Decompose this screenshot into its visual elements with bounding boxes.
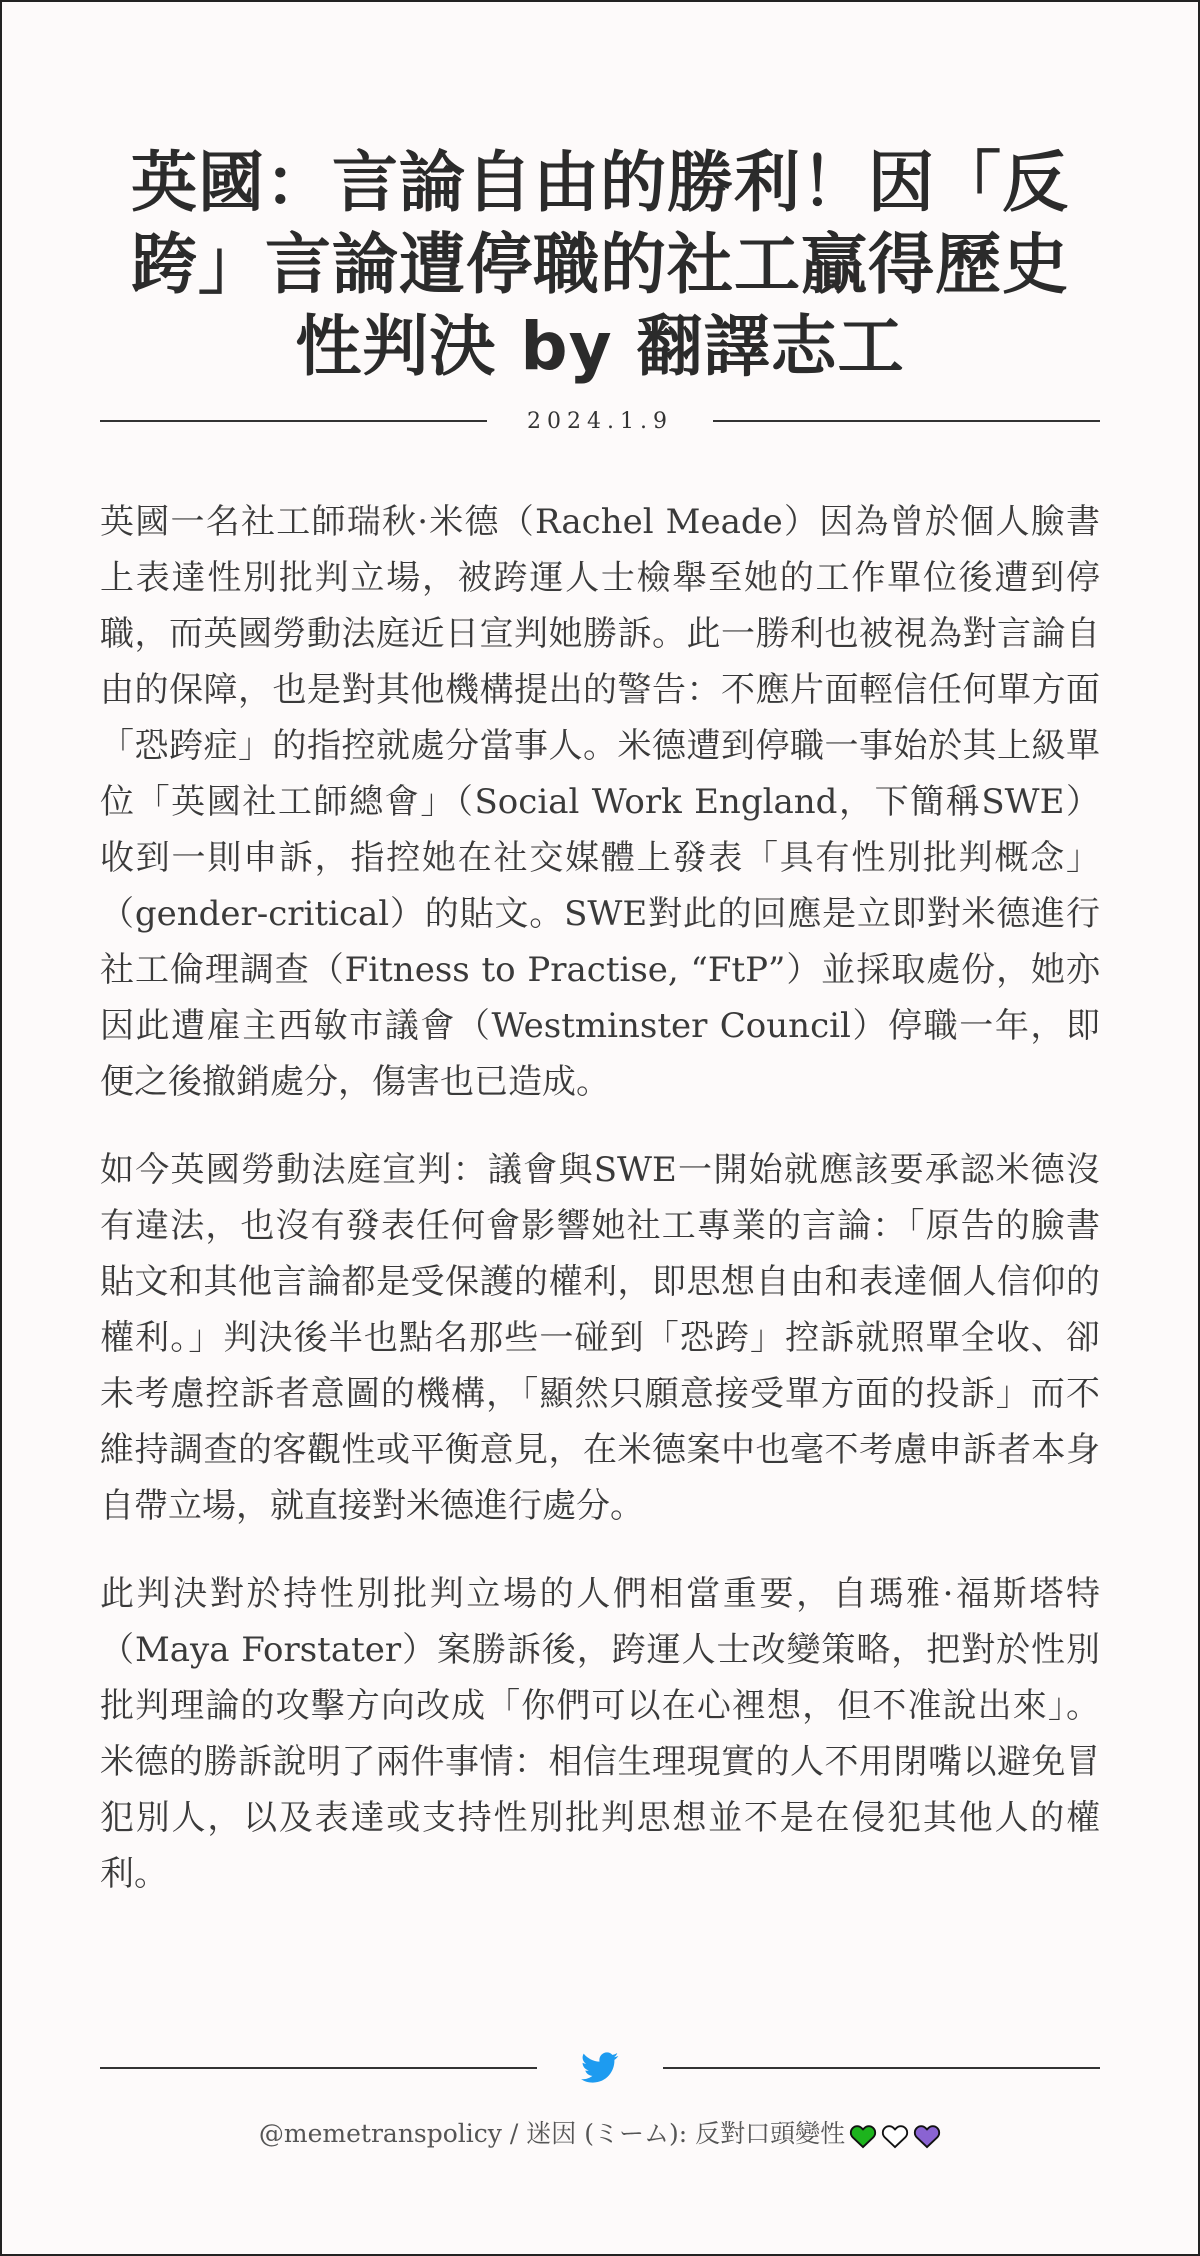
twitter-bird-icon[interactable] xyxy=(537,2052,663,2084)
article-title: 英國：言論自由的勝利！因「反跨」言論遭停職的社工贏得歷史性判決 by 翻譯志工 xyxy=(131,144,1069,385)
divider-right xyxy=(713,420,1100,422)
divider-left xyxy=(100,420,487,422)
white-heart-icon xyxy=(881,2123,909,2149)
article-body xyxy=(100,494,1100,1902)
footer-divider-left xyxy=(100,2067,537,2069)
hearts xyxy=(849,2123,941,2149)
article xyxy=(100,2,1100,1934)
date-row xyxy=(100,406,1100,436)
green-heart-icon xyxy=(849,2123,877,2149)
article-date: 2024.1.9 xyxy=(527,408,673,434)
paragraph-3: 此判決對於持性別批判立場的人們相當重要，自瑪雅·福斯塔特（Maya Forstater）案勝訴後，跨運人士改變策略，把對於性別批判理論的攻擊方向改成「你們可以在心裡想，但不准說出來」。米德的勝訴說明了兩件事情：相信生理現實的人不用閉嘴以避免冒犯別人，以及表達或支持性別批判思想並不是在侵犯其他人的權利。 xyxy=(100,1574,1100,1894)
footer-divider-right xyxy=(663,2067,1100,2069)
footer-credit xyxy=(2,2114,1198,2150)
paragraph-2: 如今英國勞動法庭宣判：議會與SWE一開始就應該要承認米德沒有違法，也沒有發表任何會影響她社工專業的言論：「原告的臉書貼文和其他言論都是受保護的權利，即思想自由和表達個人信仰的權利。」判決後半也點名那些一碰到「恐跨」控訴就照單全收、卻未考慮控訴者意圖的機構，「顯然只願意接受單方面的投訴」而不維持調查的客觀性或平衡意見，在米德案中也毫不考慮申訴者本身自帶立場，就直接對米德進行處分。 xyxy=(100,1150,1100,1526)
footer-credit-text: @memetranspolicy / 迷因 (ミーム): 反對口頭變性 xyxy=(258,2119,846,2148)
paragraph-1: 英國一名社工師瑞秋·米德（Rachel Meade）因為曾於個人臉書上表達性別批判立場，被跨運人士檢舉至她的工作單位後遭到停職，而英國勞動法庭近日宣判她勝訴。此一勝利也被視為對言論自由的保障，也是對其他機構提出的警告：不應片面輕信任何單方面「恐跨症」的指控就處分當事人。米德遭到停職一事始於其上級單位「英國社工師總會」（Social Work England，下簡稱SWE）收到一則申訴，指控她在社交媒體上發表「具有性別批判概念」（gender-critical）的貼文。SWE對此的回應是立即對米德進行社工倫理調查（Fitness to Practise, “FtP”）並採取處份，她亦因此遭雇主西敏市議會（Westminster Council）停職一年，即便之後撤銷處分，傷害也已造成。 xyxy=(100,502,1100,1102)
footer-divider-row xyxy=(100,2048,1100,2088)
purple-heart-icon xyxy=(913,2123,941,2149)
